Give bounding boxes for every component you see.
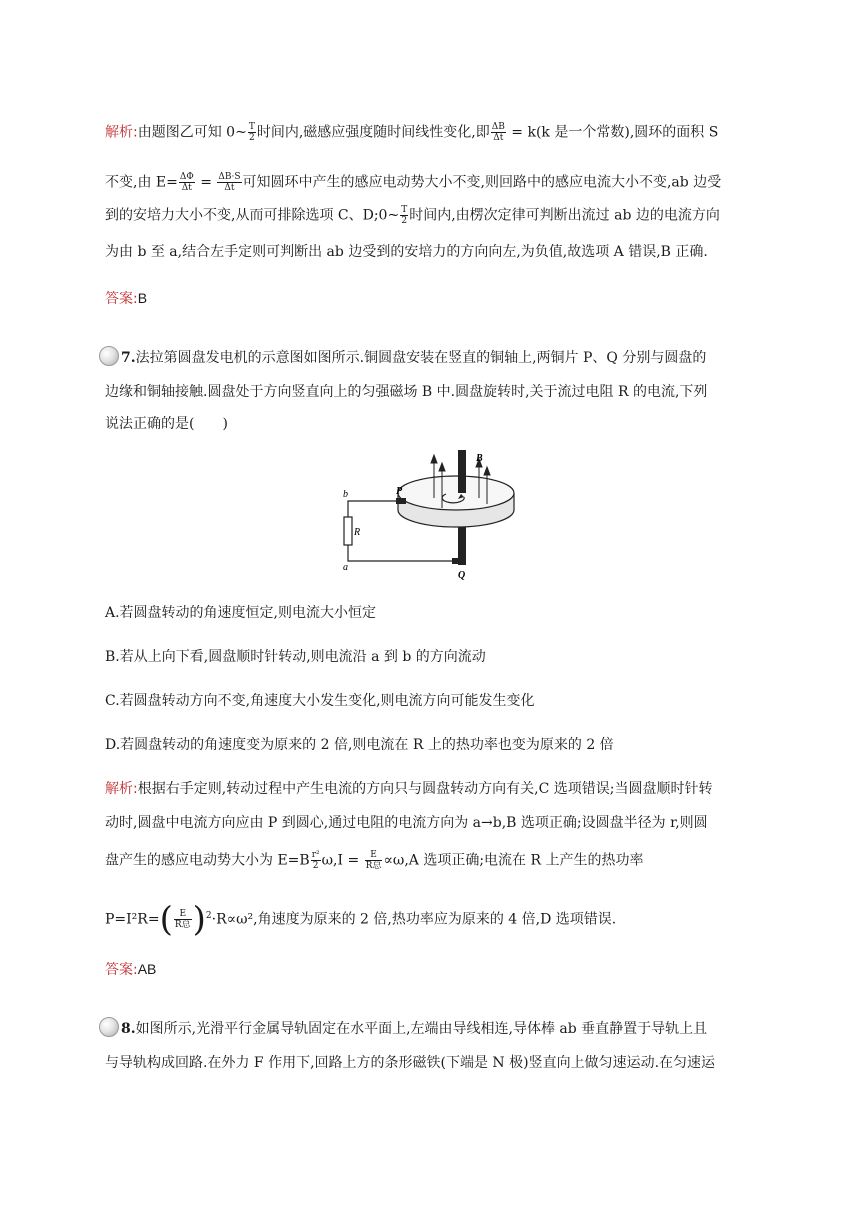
wire-top	[348, 501, 396, 517]
q6-answer-value: B	[137, 290, 148, 306]
copper-disk-top	[398, 476, 514, 510]
q7-number: 7.	[121, 350, 136, 366]
q7-analysis-line-4: P=I²R=( $\frac{E}{\text{R总}}$ )$^2$·R∝ω²,角速度为原来的 2 倍,热功率应为原来的 4 倍,D 选项错误.	[105, 899, 617, 940]
q6-analysis-line-2: 不变,由 E= $\frac{\Delta\Phi}{\Delta t}$ = $\frac{\Delta B\cdot S}{\Delta t}$ 可知圆环中产生的感应电动势大小不变,则回路中的感应电流大小不变,ab 边受	[105, 172, 722, 193]
fraction: $\frac{\Delta B\cdot S}{\Delta t}$	[218, 172, 241, 193]
q7-analysis-line-3: 盘产生的感应电动势大小为 E=B $\frac{\text{r²}}{2}$ ω,I = $\frac{E}{\text{R总}}$ ∝ω,A 选项正确;电流在 R 上产生的热功率	[105, 850, 644, 871]
axle-upper	[458, 450, 466, 493]
fraction: $\frac{T}{2}$	[401, 205, 408, 226]
q6-analysis-label: 解析:	[105, 124, 138, 141]
label-B: B	[476, 453, 483, 464]
fraction: $\frac{\text{r²}}{2}$	[311, 850, 320, 871]
fraction: $\frac{E}{\text{R总}}$	[174, 909, 191, 931]
q7-option-d: D.若圆盘转动的角速度变为原来的 2 倍,则电流在 R 上的热功率也变为原来的 2 倍	[105, 737, 614, 753]
q6-answer	[105, 288, 147, 309]
q6-answer-label: 答案:	[105, 291, 138, 307]
label-Q: Q	[458, 570, 466, 581]
question-bullet-icon	[99, 346, 119, 366]
q7-stem-line-3: 说法正确的是( )	[105, 416, 228, 432]
q7-answer-value: AB	[137, 961, 157, 977]
q7-analysis-line-2: 动时,圆盘中电流方向应由 P 到圆心,通过电阻的电流方向为 a→b,B 选项正确;设圆盘半径为 r,则圆	[105, 815, 708, 831]
q7-analysis-label: 解析:	[105, 781, 138, 797]
label-P: P	[396, 486, 403, 497]
fraction: $\frac{\Delta B}{\Delta t}$	[491, 122, 505, 143]
wire-bottom	[348, 545, 452, 561]
q6-analysis-line-1: 解析:由题图乙可知 0~ $\frac{T}{2}$ 时间内,磁感应强度随时间线性变化,即 $\frac{\Delta B}{\Delta t}$ = k(k 是一个常数),圆环的面积 S	[105, 122, 719, 143]
label-b: b	[343, 489, 348, 500]
q7-answer-label: 答案:	[105, 962, 138, 978]
q7-option-a: A.若圆盘转动的角速度恒定,则电流大小恒定	[105, 605, 377, 621]
brush-P	[396, 498, 406, 504]
label-R: R	[354, 527, 361, 538]
q7-stem-line-1: 7.法拉第圆盘发电机的示意图如图所示.铜圆盘安装在竖直的铜轴上,两铜片 P、Q 分别与圆盘的	[105, 346, 706, 368]
q7-stem-line-2: 边缘和铜轴接触.圆盘处于方向竖直向上的匀强磁场 B 中.圆盘旋转时,关于流过电阻 R 的电流,下列	[105, 384, 708, 400]
q7-option-c: C.若圆盘转动方向不变,角速度大小发生变化,则电流方向可能发生变化	[105, 693, 535, 709]
q8-stem-line-1: 8.如图所示,光滑平行金属导轨固定在水平面上,左端由导线相连,导体棒 ab 垂直静置于导轨上且	[105, 1017, 707, 1039]
q8-number: 8.	[121, 1021, 136, 1037]
q8-stem-line-2: 与导轨构成回路.在外力 F 作用下,回路上方的条形磁铁(下端是 N 极)竖直向上做匀速运动.在匀速运	[105, 1055, 716, 1071]
fraction: $\frac{\Delta\Phi}{\Delta t}$	[179, 172, 194, 193]
q6-analysis-line-4: 为由 b 至 a,结合左手定则可判断出 ab 边受到的安培力的方向向左,为负值,故选项 A 错误,B 正确.	[105, 244, 708, 260]
faraday-disk-diagram	[330, 450, 530, 590]
q6-analysis-line-3: 到的安培力大小不变,从而可排除选项 C、D;0~ $\frac{T}{2}$ 时间内,由楞次定律可判断出流过 ab 边的电流方向	[105, 205, 720, 226]
q7-analysis-line-1: 解析:根据右手定则,转动过程中产生电流的方向只与圆盘转动方向有关,C 选项错误;当圆盘顺时针转	[105, 781, 713, 797]
q7-option-b: B.若从上向下看,圆盘顺时针转动,则电流沿 a 到 b 的方向流动	[105, 649, 486, 665]
resistor-R	[344, 517, 352, 545]
label-a: a	[343, 562, 348, 573]
question-bullet-icon	[99, 1017, 119, 1037]
q7-answer	[105, 959, 156, 980]
fraction: $\frac{T}{2}$	[248, 122, 255, 143]
fraction: $\frac{E}{\text{R总}}$	[365, 850, 382, 871]
brush-Q	[452, 558, 466, 564]
